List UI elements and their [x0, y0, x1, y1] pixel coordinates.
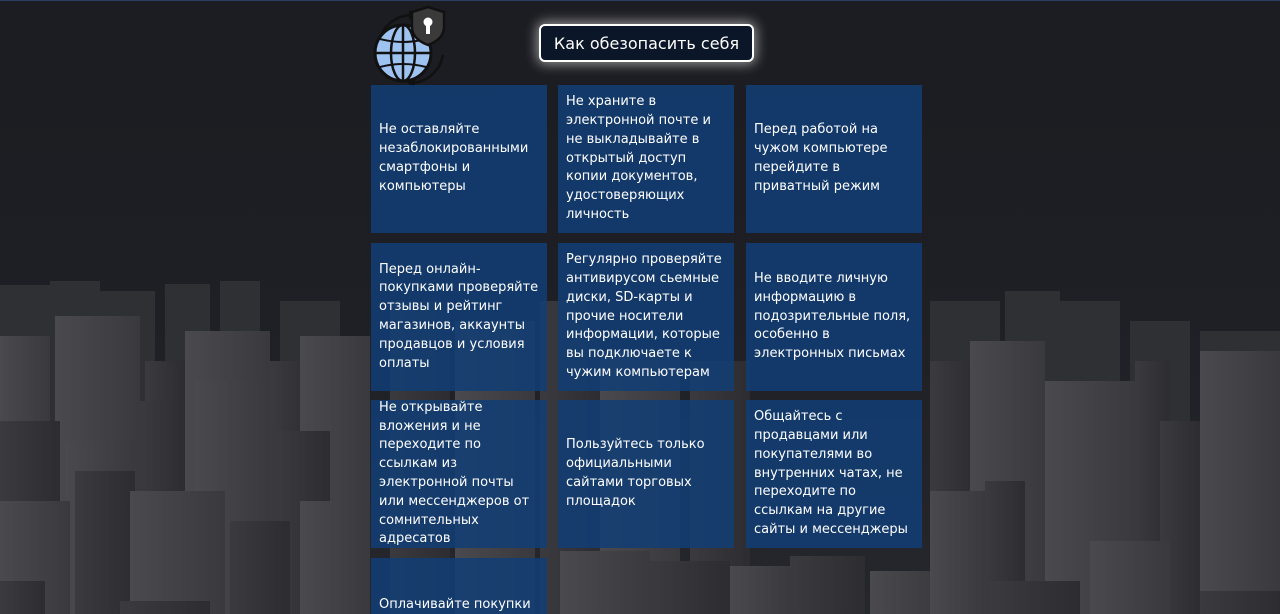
- tip-card: [371, 558, 547, 614]
- tip-card: [371, 243, 547, 391]
- tip-card: [558, 243, 734, 391]
- tip-text: Общайтесь с продавцами или покупателями во внутренних чатах, не переходите по ссылкам на другие сайты и мессенджеры: [754, 409, 908, 537]
- tip-card: [558, 400, 734, 548]
- tip-text: Регулярно проверяйте антивирусом сьемные диски, SD-карты и прочие носители информации, которые вы подключаете к чужим компьютерам: [566, 252, 722, 380]
- tip-card: [746, 243, 922, 391]
- tip-card: [371, 400, 547, 548]
- tip-text: Перед работой на чужом компьютере перейдите в приватный режим: [754, 122, 888, 194]
- tip-text: Не вводите личную информацию в подозрительные поля, особенно в электронных письмах: [754, 271, 911, 362]
- tip-text: Оплачивайте покупки: [379, 597, 531, 612]
- how-to-protect-button[interactable]: Как обезопасить себя: [539, 24, 754, 62]
- tip-card: [558, 85, 734, 233]
- tip-text: Пользуйтесь только официальными сайтами торговых площадок: [566, 437, 705, 509]
- tip-text: Не открывайте вложения и не переходите по ссылкам из электронной почты или мессенджеров от сомнительных адресатов: [379, 399, 530, 547]
- tip-card: [746, 85, 922, 233]
- tip-text: Не храните в электронной почте и не выкладывайте в открытый доступ копии документов, удостоверяющих личность: [566, 94, 711, 222]
- tip-card: [746, 400, 922, 548]
- tip-card: [371, 85, 547, 233]
- tip-text: Перед онлайн-покупками проверяйте отзывы и рейтинг магазинов, аккаунты продавцов и условия оплаты: [379, 261, 539, 371]
- globe-lock-icon: [371, 5, 453, 89]
- tip-text: Не оставляйте незаблокированными смартфоны и компьютеры: [379, 122, 529, 194]
